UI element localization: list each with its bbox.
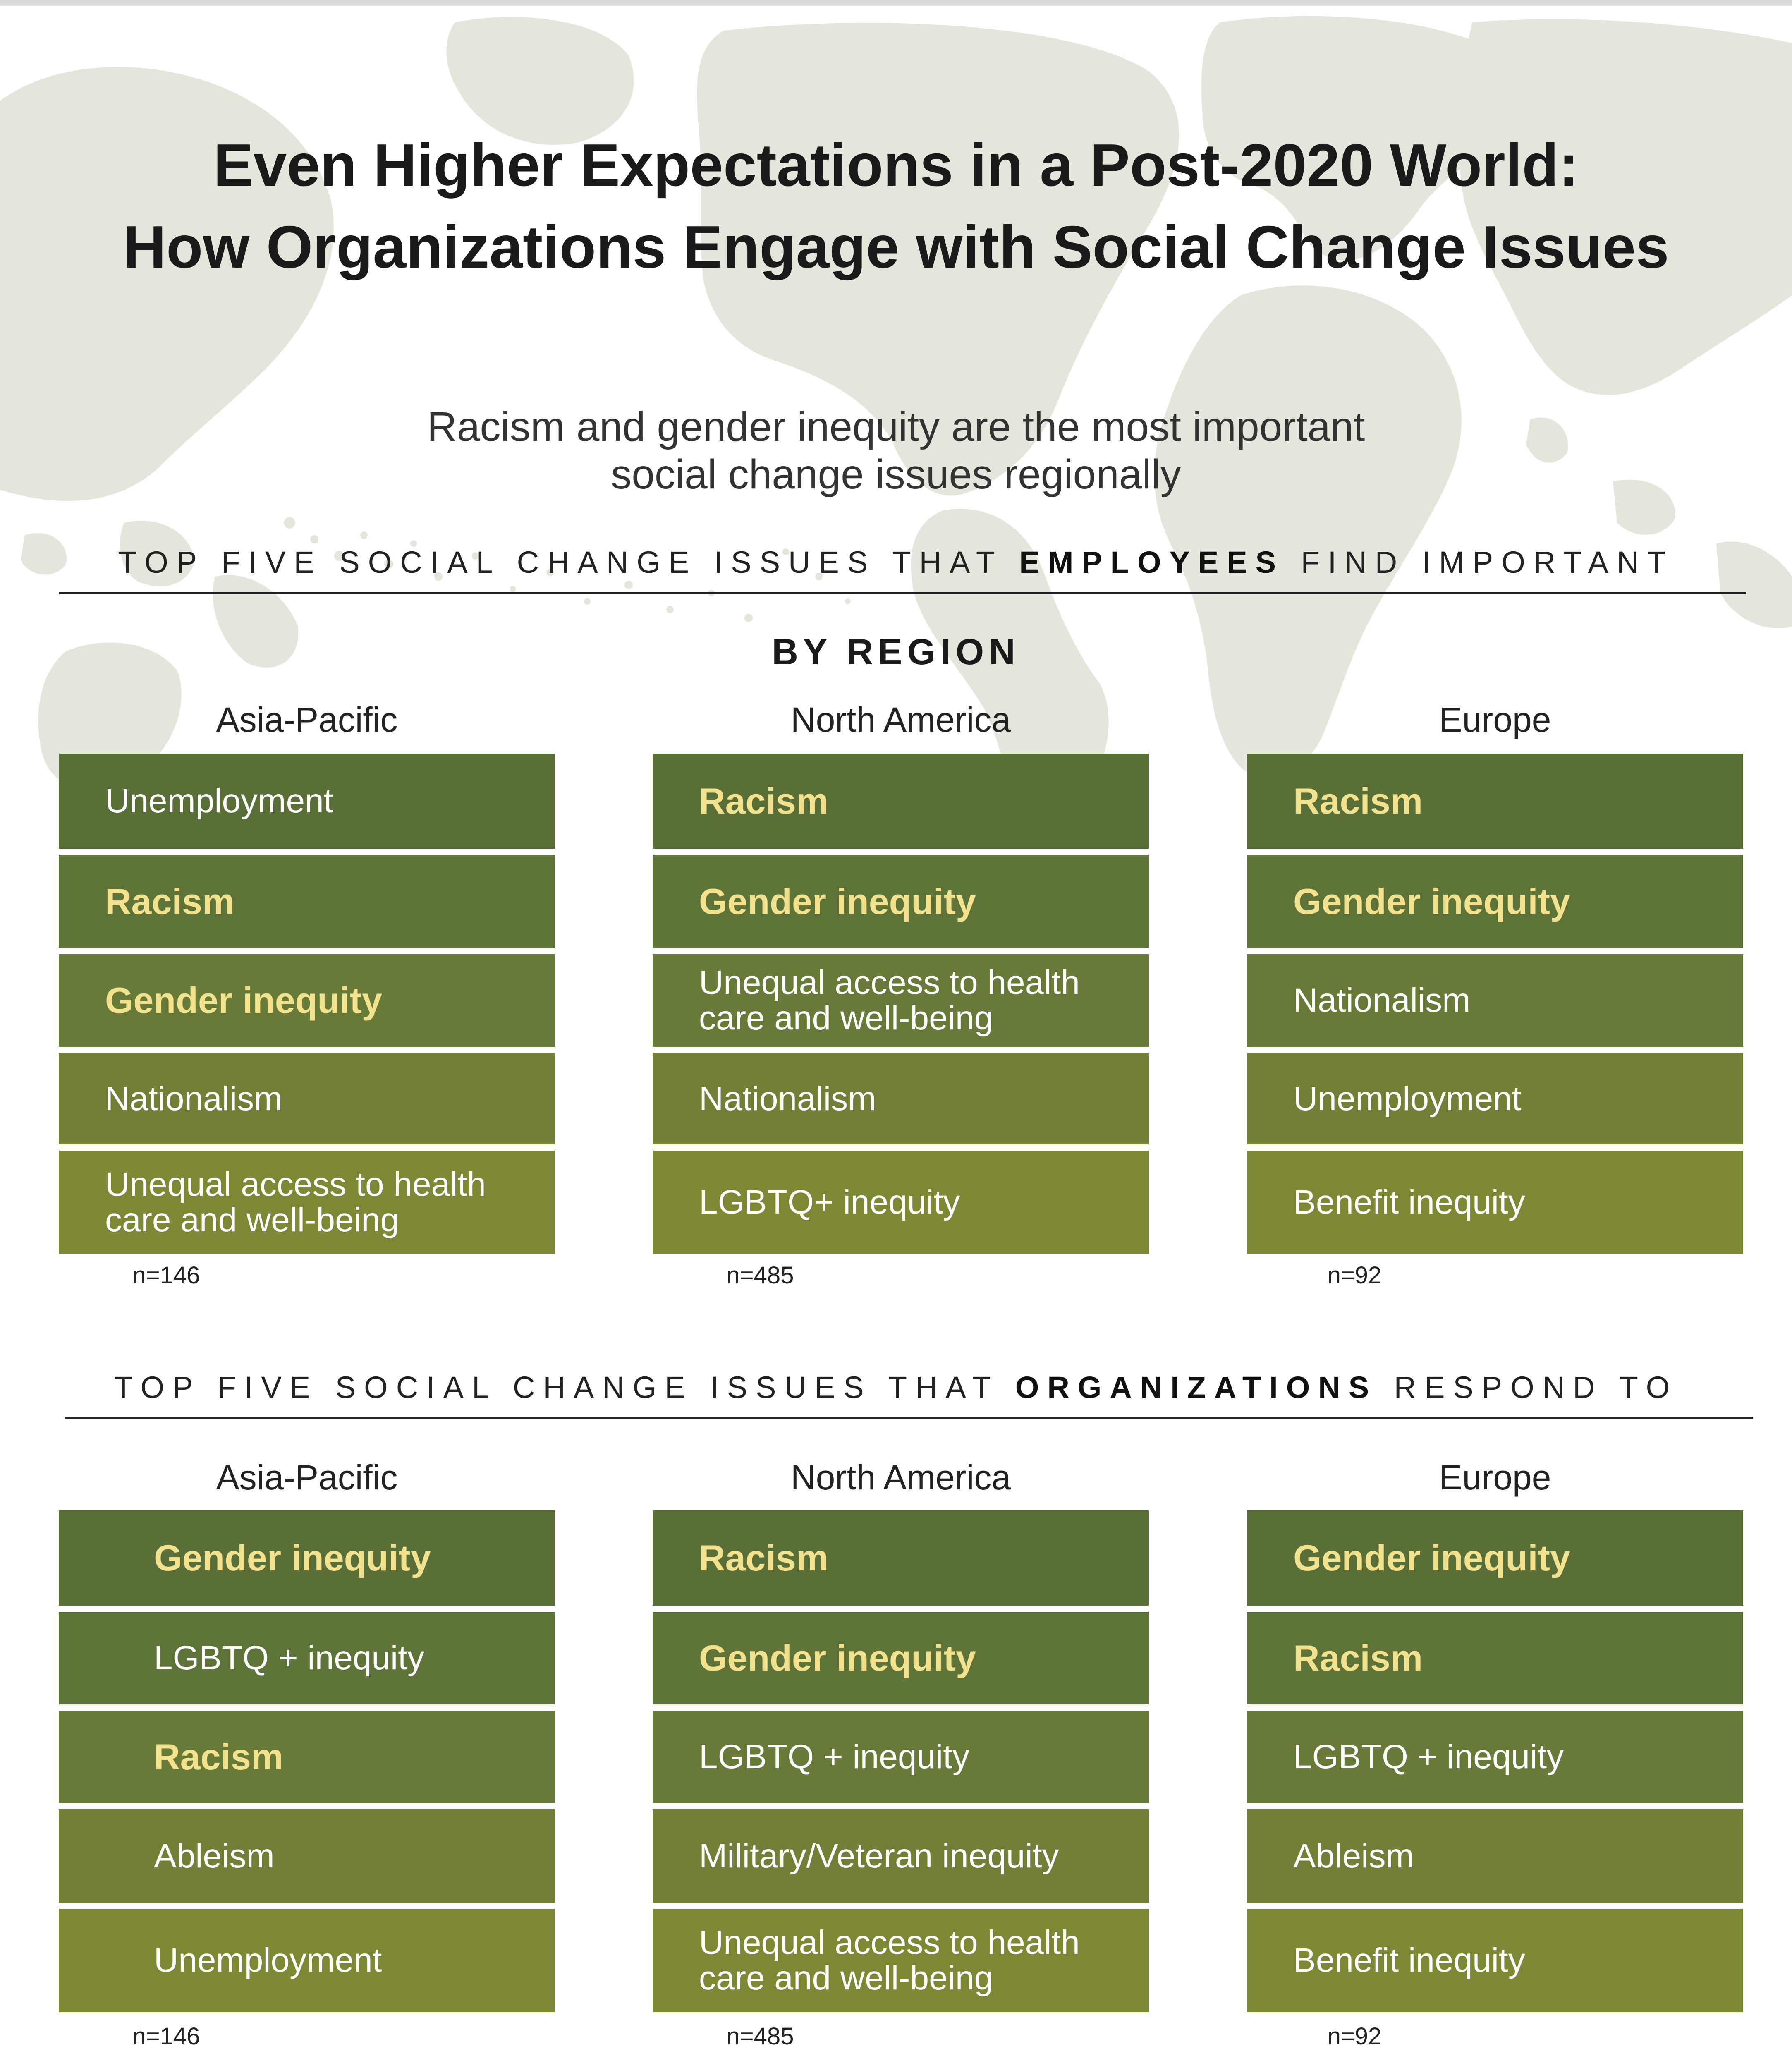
issue-text: Racism xyxy=(699,780,829,821)
issue-text: Racism xyxy=(699,1537,829,1578)
organizations-sample-size: n=92 xyxy=(1327,2023,1382,2050)
issue-text: Unemployment xyxy=(105,782,333,820)
organizations-heading-post: RESPOND TO xyxy=(1377,1370,1678,1405)
title-line-2: How Organizations Engage with Social Change Issues xyxy=(123,213,1669,280)
organizations-issue-cell xyxy=(653,1510,1149,1606)
issue-text-line-1: Unequal access to health xyxy=(699,964,1080,1001)
employees-issue-cell xyxy=(1247,855,1743,948)
employees-issue-cell xyxy=(59,1053,555,1144)
employees-heading-bold: EMPLOYEES xyxy=(1019,545,1284,579)
issue-text: Racism xyxy=(1293,780,1423,821)
employees-sample-size: n=92 xyxy=(1327,1262,1382,1289)
employees-issue-cell xyxy=(653,855,1149,948)
organizations-issue-cell xyxy=(653,1711,1149,1803)
issue-text: Ableism xyxy=(1293,1837,1414,1875)
issue-text: Gender inequity xyxy=(154,1537,431,1578)
employees-issue-cell xyxy=(1247,954,1743,1047)
employees-heading-post: FIND IMPORTANT xyxy=(1284,545,1674,579)
employees-issue-cell xyxy=(653,954,1149,1047)
organizations-issue-cell xyxy=(59,1711,555,1803)
organizations-heading-bold: ORGANIZATIONS xyxy=(1015,1370,1378,1405)
issue-text: Nationalism xyxy=(1293,981,1471,1019)
page-title xyxy=(0,124,1792,288)
organizations-issue-cell xyxy=(653,1909,1149,2012)
issue-text: Benefit inequity xyxy=(1293,1941,1525,1979)
issue-text: Unemployment xyxy=(154,1941,382,1979)
employees-issue-cell xyxy=(59,855,555,948)
organizations-issue-cell xyxy=(1247,1612,1743,1704)
issue-text: Racism xyxy=(154,1736,284,1777)
employees-region-label: Asia-Pacific xyxy=(216,700,398,739)
issue-text: Military/Veteran inequity xyxy=(699,1837,1059,1875)
issue-text: LGBTQ+ inequity xyxy=(699,1183,960,1221)
employees-issue-cell xyxy=(1247,1053,1743,1144)
issue-text: LGBTQ + inequity xyxy=(699,1738,970,1776)
issue-text: LGBTQ + inequity xyxy=(1293,1738,1564,1776)
organizations-issue-cell xyxy=(1247,1810,1743,1903)
employees-region-label: Europe xyxy=(1439,700,1551,739)
organizations-sample-size: n=485 xyxy=(726,2023,794,2050)
organizations-issue-cell xyxy=(59,1612,555,1704)
organizations-region-label: North America xyxy=(790,1458,1011,1497)
employees-section-rule xyxy=(59,592,1746,594)
issue-text: Benefit inequity xyxy=(1293,1183,1525,1221)
employees-issue-cell xyxy=(653,1151,1149,1254)
employees-issue-cell xyxy=(1247,1151,1743,1254)
title-line-1: Even Higher Expectations in a Post-2020 World: xyxy=(213,132,1579,199)
issue-text: LGBTQ + inequity xyxy=(154,1639,425,1677)
organizations-issue-cell xyxy=(1247,1909,1743,2012)
employees-section-heading xyxy=(0,542,1792,583)
issue-text: Racism xyxy=(1293,1637,1423,1678)
issue-text: Ableism xyxy=(154,1837,275,1875)
issue-text: Gender inequity xyxy=(105,980,382,1021)
organizations-sample-size: n=146 xyxy=(132,2023,200,2050)
employees-issue-cell xyxy=(653,1053,1149,1144)
issue-text-line-1: Unequal access to health xyxy=(105,1166,486,1203)
organizations-issue-cell xyxy=(59,1909,555,2012)
issue-text xyxy=(699,1925,1080,1996)
issue-text: Gender inequity xyxy=(1293,881,1570,922)
issue-text xyxy=(105,1167,486,1238)
issue-text: Racism xyxy=(105,881,235,922)
organizations-issue-cell xyxy=(1247,1711,1743,1803)
organizations-issue-cell xyxy=(653,1612,1149,1704)
organizations-issue-cell xyxy=(1247,1510,1743,1606)
organizations-section-rule xyxy=(65,1417,1753,1419)
top-border xyxy=(0,0,1792,6)
issue-text: Nationalism xyxy=(105,1079,282,1118)
issue-text-line-2: care and well-being xyxy=(699,999,993,1037)
employees-issue-cell xyxy=(653,754,1149,849)
organizations-section-heading xyxy=(0,1367,1792,1408)
employees-issue-cell xyxy=(59,954,555,1047)
issue-text: Gender inequity xyxy=(699,1637,976,1678)
issue-text-line-2: care and well-being xyxy=(699,1959,993,1997)
employees-heading-pre: TOP FIVE SOCIAL CHANGE ISSUES THAT xyxy=(118,545,1019,579)
employees-issue-cell xyxy=(59,754,555,849)
issue-text-line-2: care and well-being xyxy=(105,1201,400,1239)
subtitle-line-2: social change issues regionally xyxy=(611,451,1181,498)
organizations-region-label: Europe xyxy=(1439,1458,1551,1497)
employees-sample-size: n=485 xyxy=(726,1262,794,1289)
subtitle xyxy=(0,403,1792,498)
organizations-region-label: Asia-Pacific xyxy=(216,1458,398,1497)
employees-sample-size: n=146 xyxy=(132,1262,200,1289)
organizations-heading-pre: TOP FIVE SOCIAL CHANGE ISSUES THAT xyxy=(114,1370,1015,1405)
employees-region-label: North America xyxy=(790,700,1011,739)
issue-text: Nationalism xyxy=(699,1079,876,1118)
subtitle-line-1: Racism and gender inequity are the most important xyxy=(427,404,1365,450)
issue-text-line-1: Unequal access to health xyxy=(699,1924,1080,1961)
organizations-issue-cell xyxy=(653,1810,1149,1903)
issue-text xyxy=(699,965,1080,1036)
issue-text: Unemployment xyxy=(1293,1079,1522,1118)
employees-issue-cell xyxy=(59,1151,555,1254)
issue-text: Gender inequity xyxy=(1293,1537,1570,1578)
employees-issue-cell xyxy=(1247,754,1743,849)
organizations-issue-cell xyxy=(59,1810,555,1903)
by-region-label: BY REGION xyxy=(772,631,1020,672)
issue-text: Gender inequity xyxy=(699,881,976,922)
organizations-issue-cell xyxy=(59,1510,555,1606)
